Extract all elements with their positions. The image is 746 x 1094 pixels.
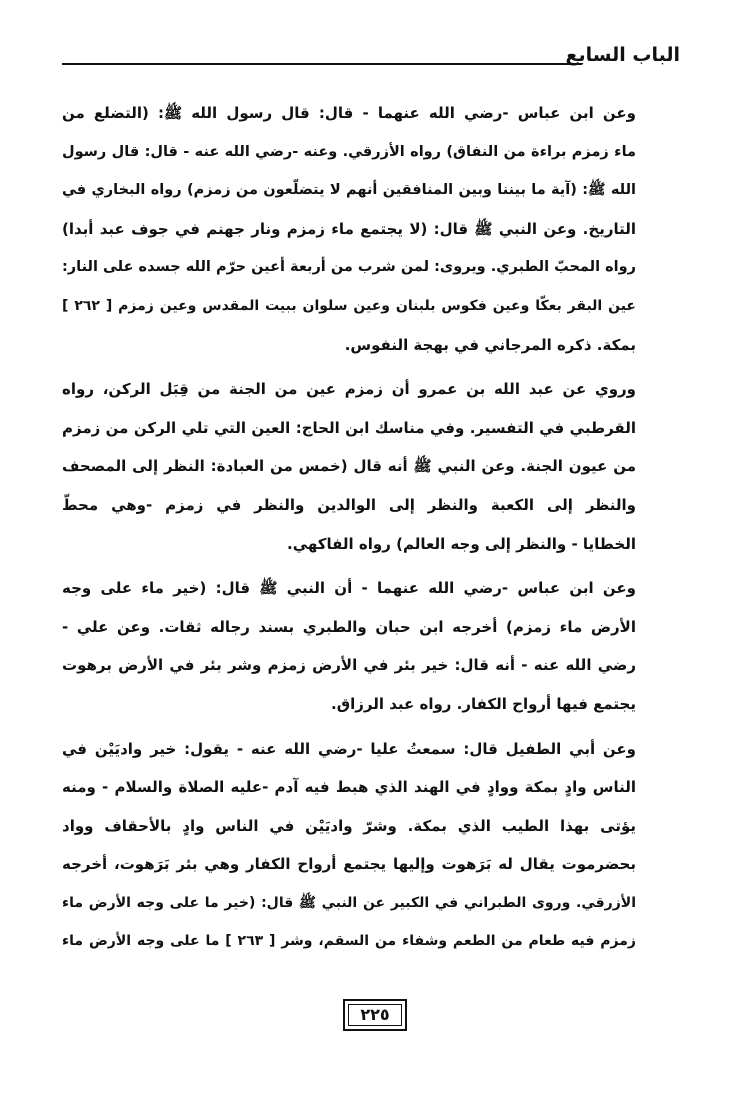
text-line: الخطايا - والنظر إلى وجه العالم) رواه الفاكهي. (287, 534, 636, 553)
text-line: يؤتى بهذا الطيب الذي بمكة. وشرّ واديَيْن في الناس وادٍ بالأحقاف وواد (62, 816, 636, 835)
body-text (62, 94, 680, 967)
page-number: ٢٢٥ (360, 1005, 390, 1024)
text-line: زمزم فيه طعام من الطعم وشفاء من السقم، وشر [ ٢٦٣ ] ما على وجه الأرض ماء (62, 933, 636, 950)
header-rule (62, 63, 582, 65)
text-line: القرطبي في التفسير. وفي مناسك ابن الحاج: العين التي تلي الركن من زمزم (62, 418, 636, 437)
paragraph (62, 94, 680, 364)
text-line: الأرض ماء زمزم) أخرجه ابن حبان والطبري بسند رجاله ثقات. وعن علي - (62, 617, 636, 636)
text-line: الناس وادٍ بمكة ووادٍ في الهند الذي هبط فيه آدم -عليه الصلاة والسلام - ومنه (62, 778, 636, 797)
chapter-title: الباب السابع (565, 44, 680, 66)
page-number-box (343, 999, 407, 1031)
paragraph (62, 370, 680, 563)
text-line: وروي عن عبد الله بن عمرو أن زمزم عين من الجنة من قِبَل الركن، رواه (62, 380, 636, 399)
running-header (62, 40, 680, 80)
text-line: عين البقر بعكّا وعين فكوس بلبنان وعين سلوان ببيت المقدس وعين زمزم [ ٢٦٢ ] (62, 297, 636, 314)
text-line: بحضرموت يقال له بَرَهوت وإليها يجتمع أرواح الكفار وهي بئر بَرَهوت، أخرجه (62, 855, 636, 874)
text-line: من عيون الجنة. وعن النبي ﷺ أنه قال (خمس من العبادة: النظر إلى المصحف (62, 457, 636, 476)
text-line: الأزرقي. وروى الطبراني في الكبير عن النبي ﷺ قال: (خير ما على وجه الأرض ماء (62, 894, 636, 911)
paragraph (62, 569, 680, 723)
text-line: يجتمع فيها أرواح الكفار. رواه عبد الرزاق. (331, 694, 636, 713)
text-line: الله ﷺ: (آية ما بيننا وبين المنافقين أنهم لا يتضلّعون من زمزم) رواه البخاري في (62, 182, 636, 199)
text-line: ماء زمزم براءة من النفاق) رواه الأزرقي. وعنه -رضي الله عنه - قال: قال رسول (62, 143, 636, 160)
text-line: التاريخ. وعن النبي ﷺ قال: (لا يجتمع ماء زمزم ونار جهنم في جوف عبد أبدا) (62, 219, 636, 238)
text-line: بمكة. ذكره المرجاني في بهجة النفوس. (344, 335, 636, 354)
text-line: رضي الله عنه - أنه قال: خير بئر في الأرض زمزم وشر بئر في الأرض برهوت (62, 656, 636, 675)
text-line: وعن ابن عباس -رضي الله عنهما - أن النبي ﷺ قال: (خير ماء على وجه (62, 579, 636, 598)
text-line: والنظر إلى الكعبة والنظر إلى الوالدين والنظر في زمزم -وهي محطّ (62, 495, 636, 514)
text-line: وعن ابن عباس -رضي الله عنهما - قال: قال رسول الله ﷺ: (التضلع من (62, 104, 636, 122)
text-line: رواه المحبّ الطبري. ويروى: لمن شرب من أربعة أعين حرّم الله جسده على النار: (62, 259, 636, 276)
text-line: وعن أبي الطفيل قال: سمعتُ عليا -رضي الله عنه - يقول: خير واديَيْن في (62, 739, 636, 758)
paragraph (62, 730, 680, 962)
